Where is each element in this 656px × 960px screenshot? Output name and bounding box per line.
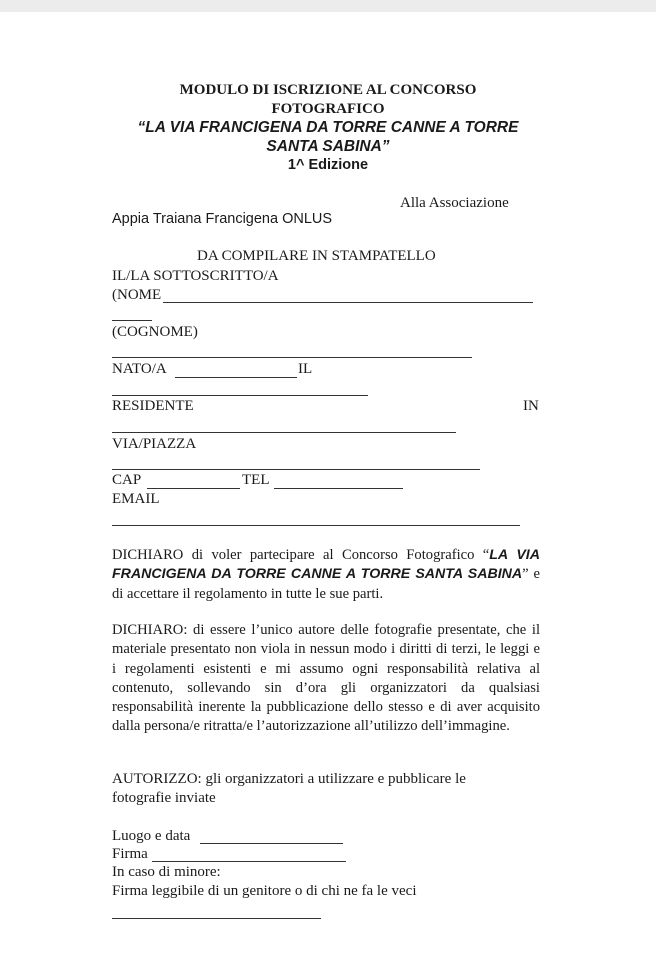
- authorization-text-continued: fotografie inviate: [112, 790, 216, 806]
- minor-label: In caso di minore:: [112, 864, 221, 880]
- contest-title-continued: SANTA SABINA”: [266, 138, 390, 155]
- recipient-organization: Appia Traiana Francigena ONLUS: [112, 211, 333, 227]
- tel-field-line[interactable]: [274, 488, 403, 489]
- street-label: VIA/PIAZZA: [112, 436, 197, 452]
- participation-declaration: [112, 546, 540, 604]
- top-margin-band: [0, 0, 656, 12]
- recipient-association: Alla Associazione: [400, 195, 509, 211]
- place-date-field-line[interactable]: [200, 843, 343, 844]
- form-title-continued: FOTOGRAFICO: [271, 101, 385, 117]
- resident-in-label: IN: [523, 398, 539, 414]
- birthplace-field-line[interactable]: [175, 377, 297, 378]
- street-field-line[interactable]: [112, 469, 480, 470]
- tel-label: TEL: [242, 472, 270, 488]
- contest-title: “LA VIA FRANCIGENA DA TORRE CANNE A TORRE: [137, 119, 519, 136]
- birthdate-field-line[interactable]: [112, 395, 368, 396]
- form-title: MODULO DI ISCRIZIONE AL CONCORSO: [179, 82, 477, 98]
- authorship-declaration: DICHIARO: di essere l’unico autore delle fotografie presentate, che il materiale presentato non viola in nessun modo i diritti di terzi, le leggi e i regolamenti esistenti e mi assumo ogni responsabilità relativa al contenuto, sollevando sin d’ora gli organizzatori da qualsiasi responsabilità inerente la pubblicazione dello stesso e di aver acquisito dalla persona/e ritratta/e l’autorizzazione all’utilizzo dell’immagine.: [112, 622, 540, 735]
- fill-instruction: DA COMPILARE IN STAMPATELLO: [197, 248, 436, 264]
- email-field-line[interactable]: [112, 525, 520, 526]
- surname-label: (COGNOME): [112, 324, 198, 340]
- undersigned-label: IL/LA SOTTOSCRITTO/A: [112, 268, 279, 284]
- contest-name-emphasis: LA VIA FRANCIGENA DA TORRE CANNE A TORRE SANTA SABINA: [112, 547, 540, 583]
- cap-label: CAP: [112, 472, 142, 488]
- signature-label: Firma: [112, 846, 148, 862]
- name-field-line[interactable]: [163, 302, 533, 303]
- email-label: EMAIL: [112, 491, 160, 507]
- surname-field-line[interactable]: [112, 357, 472, 358]
- born-label: NATO/A: [112, 361, 167, 377]
- cap-field-line[interactable]: [147, 488, 240, 489]
- resident-label: RESIDENTE: [112, 398, 194, 414]
- edition-label: 1^ Edizione: [287, 157, 369, 173]
- declaration-suffix: ” e di accettare il regolamento in tutte le sue parti.: [112, 566, 540, 602]
- authorization-text: AUTORIZZO: gli organizzatori a utilizzare e pubblicare le: [112, 771, 466, 787]
- birthdate-label: IL: [298, 361, 313, 377]
- name-label: (NOME: [112, 287, 162, 303]
- residence-field-line[interactable]: [112, 432, 456, 433]
- guardian-signature-field-line[interactable]: [112, 918, 321, 919]
- place-date-label: Luogo e data: [112, 828, 191, 844]
- declaration-prefix: DICHIARO di voler partecipare al Concorso Fotografico “: [112, 547, 490, 563]
- name-field-line-continued[interactable]: [112, 320, 152, 321]
- signature-field-line[interactable]: [152, 861, 346, 862]
- guardian-signature-label: Firma leggibile di un genitore o di chi ne fa le veci: [112, 883, 417, 899]
